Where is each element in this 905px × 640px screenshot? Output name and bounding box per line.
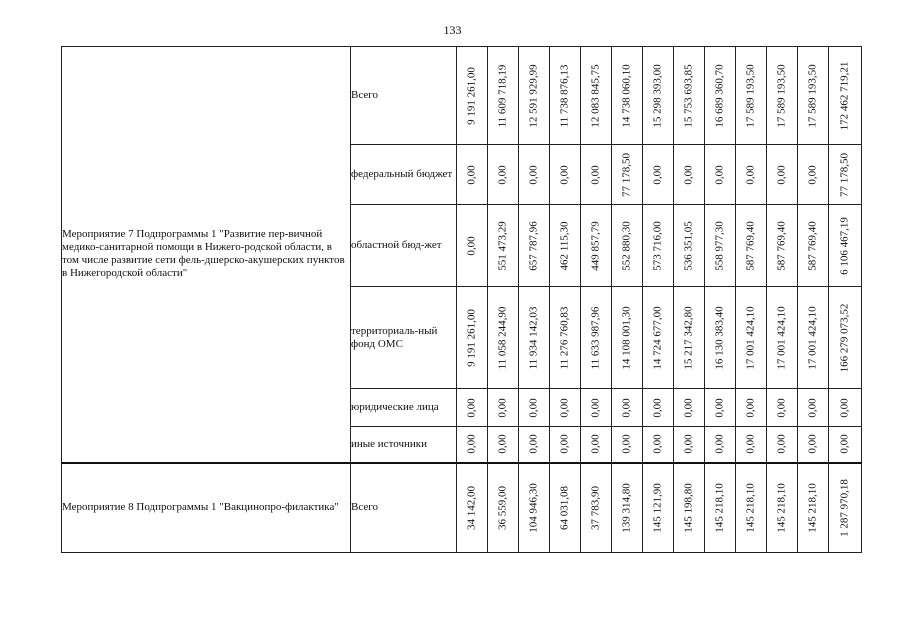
amount-cell [705, 47, 736, 145]
amount-cell [736, 205, 767, 287]
amount-cell [457, 389, 488, 427]
amount-cell [705, 145, 736, 205]
amount-value: 552 880,30 [620, 220, 633, 271]
amount-cell [767, 145, 798, 205]
amount-cell [674, 389, 705, 427]
amount-value: 14 738 060,10 [620, 63, 633, 128]
funding-source: иные источники [351, 427, 457, 463]
amount-cell [581, 145, 612, 205]
amount-cell [829, 47, 862, 145]
amount-cell [581, 287, 612, 389]
amount-cell [550, 427, 581, 463]
amount-value: 145 218,10 [806, 483, 819, 533]
amount-cell [457, 47, 488, 145]
page-number: 133 [443, 23, 462, 37]
amount-cell [705, 287, 736, 389]
table-row [62, 47, 862, 145]
amount-value: 16 130 383,40 [713, 305, 726, 370]
amount-value: 587 769,40 [775, 220, 788, 271]
amount-value: 0,00 [651, 164, 664, 185]
amount-value: 11 276 760,83 [558, 306, 571, 369]
amount-cell [550, 287, 581, 389]
amount-cell [674, 287, 705, 389]
amount-cell [705, 389, 736, 427]
amount-value: 104 946,30 [527, 483, 540, 533]
amount-value: 6 106 467,19 [838, 216, 851, 275]
amount-value: 0,00 [682, 397, 695, 418]
amount-cell [798, 463, 829, 553]
amount-value: 9 191 261,00 [465, 308, 478, 367]
amount-value: 0,00 [620, 397, 633, 418]
activity-title: Мероприятие 7 Подпрограммы 1 "Развитие пер-вичной медико-санитарной помощи в Нижего-родской области, в том числе развитие сети фель-дшерско-акушерских пунктов в Нижегородской области" [62, 47, 351, 463]
amount-value: 17 589 193,50 [775, 63, 788, 128]
amount-value: 0,00 [744, 397, 757, 418]
amount-cell [519, 287, 550, 389]
amount-value: 11 633 987,96 [589, 306, 602, 369]
amount-value: 14 108 001,30 [620, 305, 633, 370]
amount-value: 17 001 424,10 [806, 305, 819, 370]
amount-cell [767, 389, 798, 427]
amount-cell [736, 145, 767, 205]
amount-value: 64 031,08 [558, 485, 571, 530]
amount-value: 37 783,90 [589, 485, 602, 530]
amount-cell [457, 145, 488, 205]
amount-cell [550, 205, 581, 287]
amount-cell [550, 47, 581, 145]
amount-value: 0,00 [806, 164, 819, 185]
amount-value: 536 351,05 [682, 220, 695, 271]
amount-cell [705, 427, 736, 463]
funding-source: юридические лица [351, 389, 457, 427]
amount-value: 0,00 [651, 434, 664, 454]
amount-value: 551 473,29 [496, 220, 509, 271]
amount-cell [705, 205, 736, 287]
amount-value: 16 689 360,70 [713, 63, 726, 128]
amount-cell [674, 145, 705, 205]
funding-source: Всего [351, 47, 457, 145]
amount-value: 0,00 [713, 397, 726, 418]
amount-value: 0,00 [713, 434, 726, 454]
amount-cell [798, 389, 829, 427]
amount-cell [643, 287, 674, 389]
amount-value: 77 178,50 [838, 152, 851, 197]
amount-value: 0,00 [838, 434, 851, 454]
amount-value: 0,00 [558, 397, 571, 418]
amount-value: 587 769,40 [806, 220, 819, 271]
amount-cell [519, 205, 550, 287]
amount-value: 17 001 424,10 [775, 305, 788, 370]
amount-value: 0,00 [806, 397, 819, 418]
amount-cell [767, 427, 798, 463]
amount-value: 0,00 [744, 164, 757, 185]
amount-value: 0,00 [589, 434, 602, 454]
amount-cell [550, 463, 581, 553]
amount-cell [643, 47, 674, 145]
amount-cell [829, 287, 862, 389]
amount-cell [798, 427, 829, 463]
amount-value: 0,00 [775, 397, 788, 418]
amount-cell [457, 287, 488, 389]
amount-value: 0,00 [558, 434, 571, 454]
amount-cell [457, 427, 488, 463]
amount-cell [643, 389, 674, 427]
amount-value: 172 462 719,21 [838, 61, 851, 130]
amount-value: 0,00 [620, 434, 633, 454]
amount-value: 0,00 [496, 164, 509, 185]
amount-cell [581, 205, 612, 287]
amount-value: 0,00 [465, 235, 478, 256]
amount-value: 145 121,90 [651, 483, 664, 533]
amount-value: 0,00 [465, 397, 478, 418]
amount-cell [829, 427, 862, 463]
amount-value: 0,00 [527, 397, 540, 418]
amount-value: 0,00 [589, 397, 602, 418]
amount-value: 0,00 [775, 164, 788, 185]
amount-cell [643, 145, 674, 205]
amount-value: 12 591 929,99 [527, 63, 540, 128]
amount-value: 145 198,80 [682, 483, 695, 533]
amount-value: 145 218,10 [744, 483, 757, 533]
amount-cell [798, 145, 829, 205]
amount-cell [488, 463, 519, 553]
amount-cell [674, 47, 705, 145]
amount-value: 17 589 193,50 [806, 63, 819, 128]
amount-value: 15 753 693,85 [682, 63, 695, 128]
amount-cell [488, 287, 519, 389]
amount-cell [457, 463, 488, 553]
amount-cell [736, 47, 767, 145]
amount-cell [581, 47, 612, 145]
amount-value: 558 977,30 [713, 220, 726, 271]
amount-value: 0,00 [651, 397, 664, 418]
amount-cell [488, 47, 519, 145]
amount-cell [674, 463, 705, 553]
amount-cell [643, 463, 674, 553]
amount-cell [581, 389, 612, 427]
amount-value: 0,00 [682, 164, 695, 185]
funding-source: областной бюд-жет [351, 205, 457, 287]
funding-source: федеральный бюджет [351, 145, 457, 205]
amount-value: 145 218,10 [775, 483, 788, 533]
amount-value: 0,00 [496, 434, 509, 454]
amount-value: 0,00 [682, 434, 695, 454]
amount-value: 573 716,00 [651, 220, 664, 271]
amount-value: 77 178,50 [620, 152, 633, 197]
amount-value: 1 287 970,18 [838, 478, 851, 537]
amount-cell [488, 389, 519, 427]
amount-cell [550, 145, 581, 205]
activity-title: Мероприятие 8 Подпрограммы 1 "Вакцинопро-филактика" [62, 463, 351, 553]
amount-cell [798, 47, 829, 145]
amount-cell [519, 463, 550, 553]
amount-value: 0,00 [558, 164, 571, 185]
amount-value: 11 609 718,19 [496, 64, 509, 127]
amount-value: 17 001 424,10 [744, 305, 757, 370]
amount-value: 0,00 [713, 164, 726, 185]
amount-value: 166 279 073,52 [838, 303, 851, 372]
amount-cell [488, 205, 519, 287]
amount-value: 15 298 393,00 [651, 63, 664, 128]
amount-cell [829, 389, 862, 427]
amount-value: 139 314,80 [620, 483, 633, 533]
budget-table [61, 46, 862, 553]
amount-cell [736, 463, 767, 553]
amount-cell [736, 389, 767, 427]
amount-cell [767, 47, 798, 145]
amount-cell [581, 463, 612, 553]
amount-value: 0,00 [465, 434, 478, 454]
amount-value: 36 559,00 [496, 485, 509, 530]
amount-value: 11 934 142,03 [527, 306, 540, 369]
amount-cell [488, 145, 519, 205]
amount-value: 0,00 [496, 397, 509, 418]
amount-value: 0,00 [744, 434, 757, 454]
amount-cell [767, 463, 798, 553]
amount-cell [674, 205, 705, 287]
funding-source: Всего [351, 463, 457, 553]
amount-cell [767, 205, 798, 287]
amount-value: 462 115,30 [558, 220, 571, 271]
amount-cell [674, 427, 705, 463]
amount-cell [519, 47, 550, 145]
amount-value: 12 083 845,75 [589, 63, 602, 128]
table-row [62, 463, 862, 553]
amount-cell [612, 47, 643, 145]
amount-cell [519, 427, 550, 463]
amount-value: 587 769,40 [744, 220, 757, 271]
amount-cell [829, 463, 862, 553]
amount-value: 34 142,00 [465, 485, 478, 530]
amount-cell [736, 287, 767, 389]
amount-value: 9 191 261,00 [465, 66, 478, 125]
amount-value: 0,00 [527, 434, 540, 454]
amount-cell [519, 145, 550, 205]
amount-cell [612, 205, 643, 287]
amount-cell [736, 427, 767, 463]
amount-value: 0,00 [838, 397, 851, 418]
amount-cell [457, 205, 488, 287]
amount-value: 0,00 [806, 434, 819, 454]
amount-value: 0,00 [589, 164, 602, 185]
amount-cell [798, 287, 829, 389]
amount-cell [612, 427, 643, 463]
amount-value: 15 217 342,80 [682, 305, 695, 370]
amount-cell [612, 145, 643, 205]
amount-cell [829, 205, 862, 287]
amount-cell [798, 205, 829, 287]
amount-cell [519, 389, 550, 427]
amount-cell [612, 287, 643, 389]
amount-value: 0,00 [465, 164, 478, 185]
amount-cell [581, 427, 612, 463]
amount-cell [612, 389, 643, 427]
amount-value: 14 724 677,00 [651, 305, 664, 370]
amount-cell [643, 427, 674, 463]
amount-value: 0,00 [527, 164, 540, 185]
funding-source: территориаль-ный фонд ОМС [351, 287, 457, 389]
amount-value: 11 738 876,13 [558, 64, 571, 127]
amount-value: 17 589 193,50 [744, 63, 757, 128]
amount-cell [829, 145, 862, 205]
amount-cell [550, 389, 581, 427]
amount-cell [705, 463, 736, 553]
amount-cell [488, 427, 519, 463]
amount-cell [612, 463, 643, 553]
amount-value: 11 058 244,90 [496, 306, 509, 369]
amount-value: 657 787,96 [527, 220, 540, 271]
amount-value: 145 218,10 [713, 483, 726, 533]
amount-value: 449 857,79 [589, 220, 602, 271]
amount-cell [767, 287, 798, 389]
amount-value: 0,00 [775, 434, 788, 454]
amount-cell [643, 205, 674, 287]
